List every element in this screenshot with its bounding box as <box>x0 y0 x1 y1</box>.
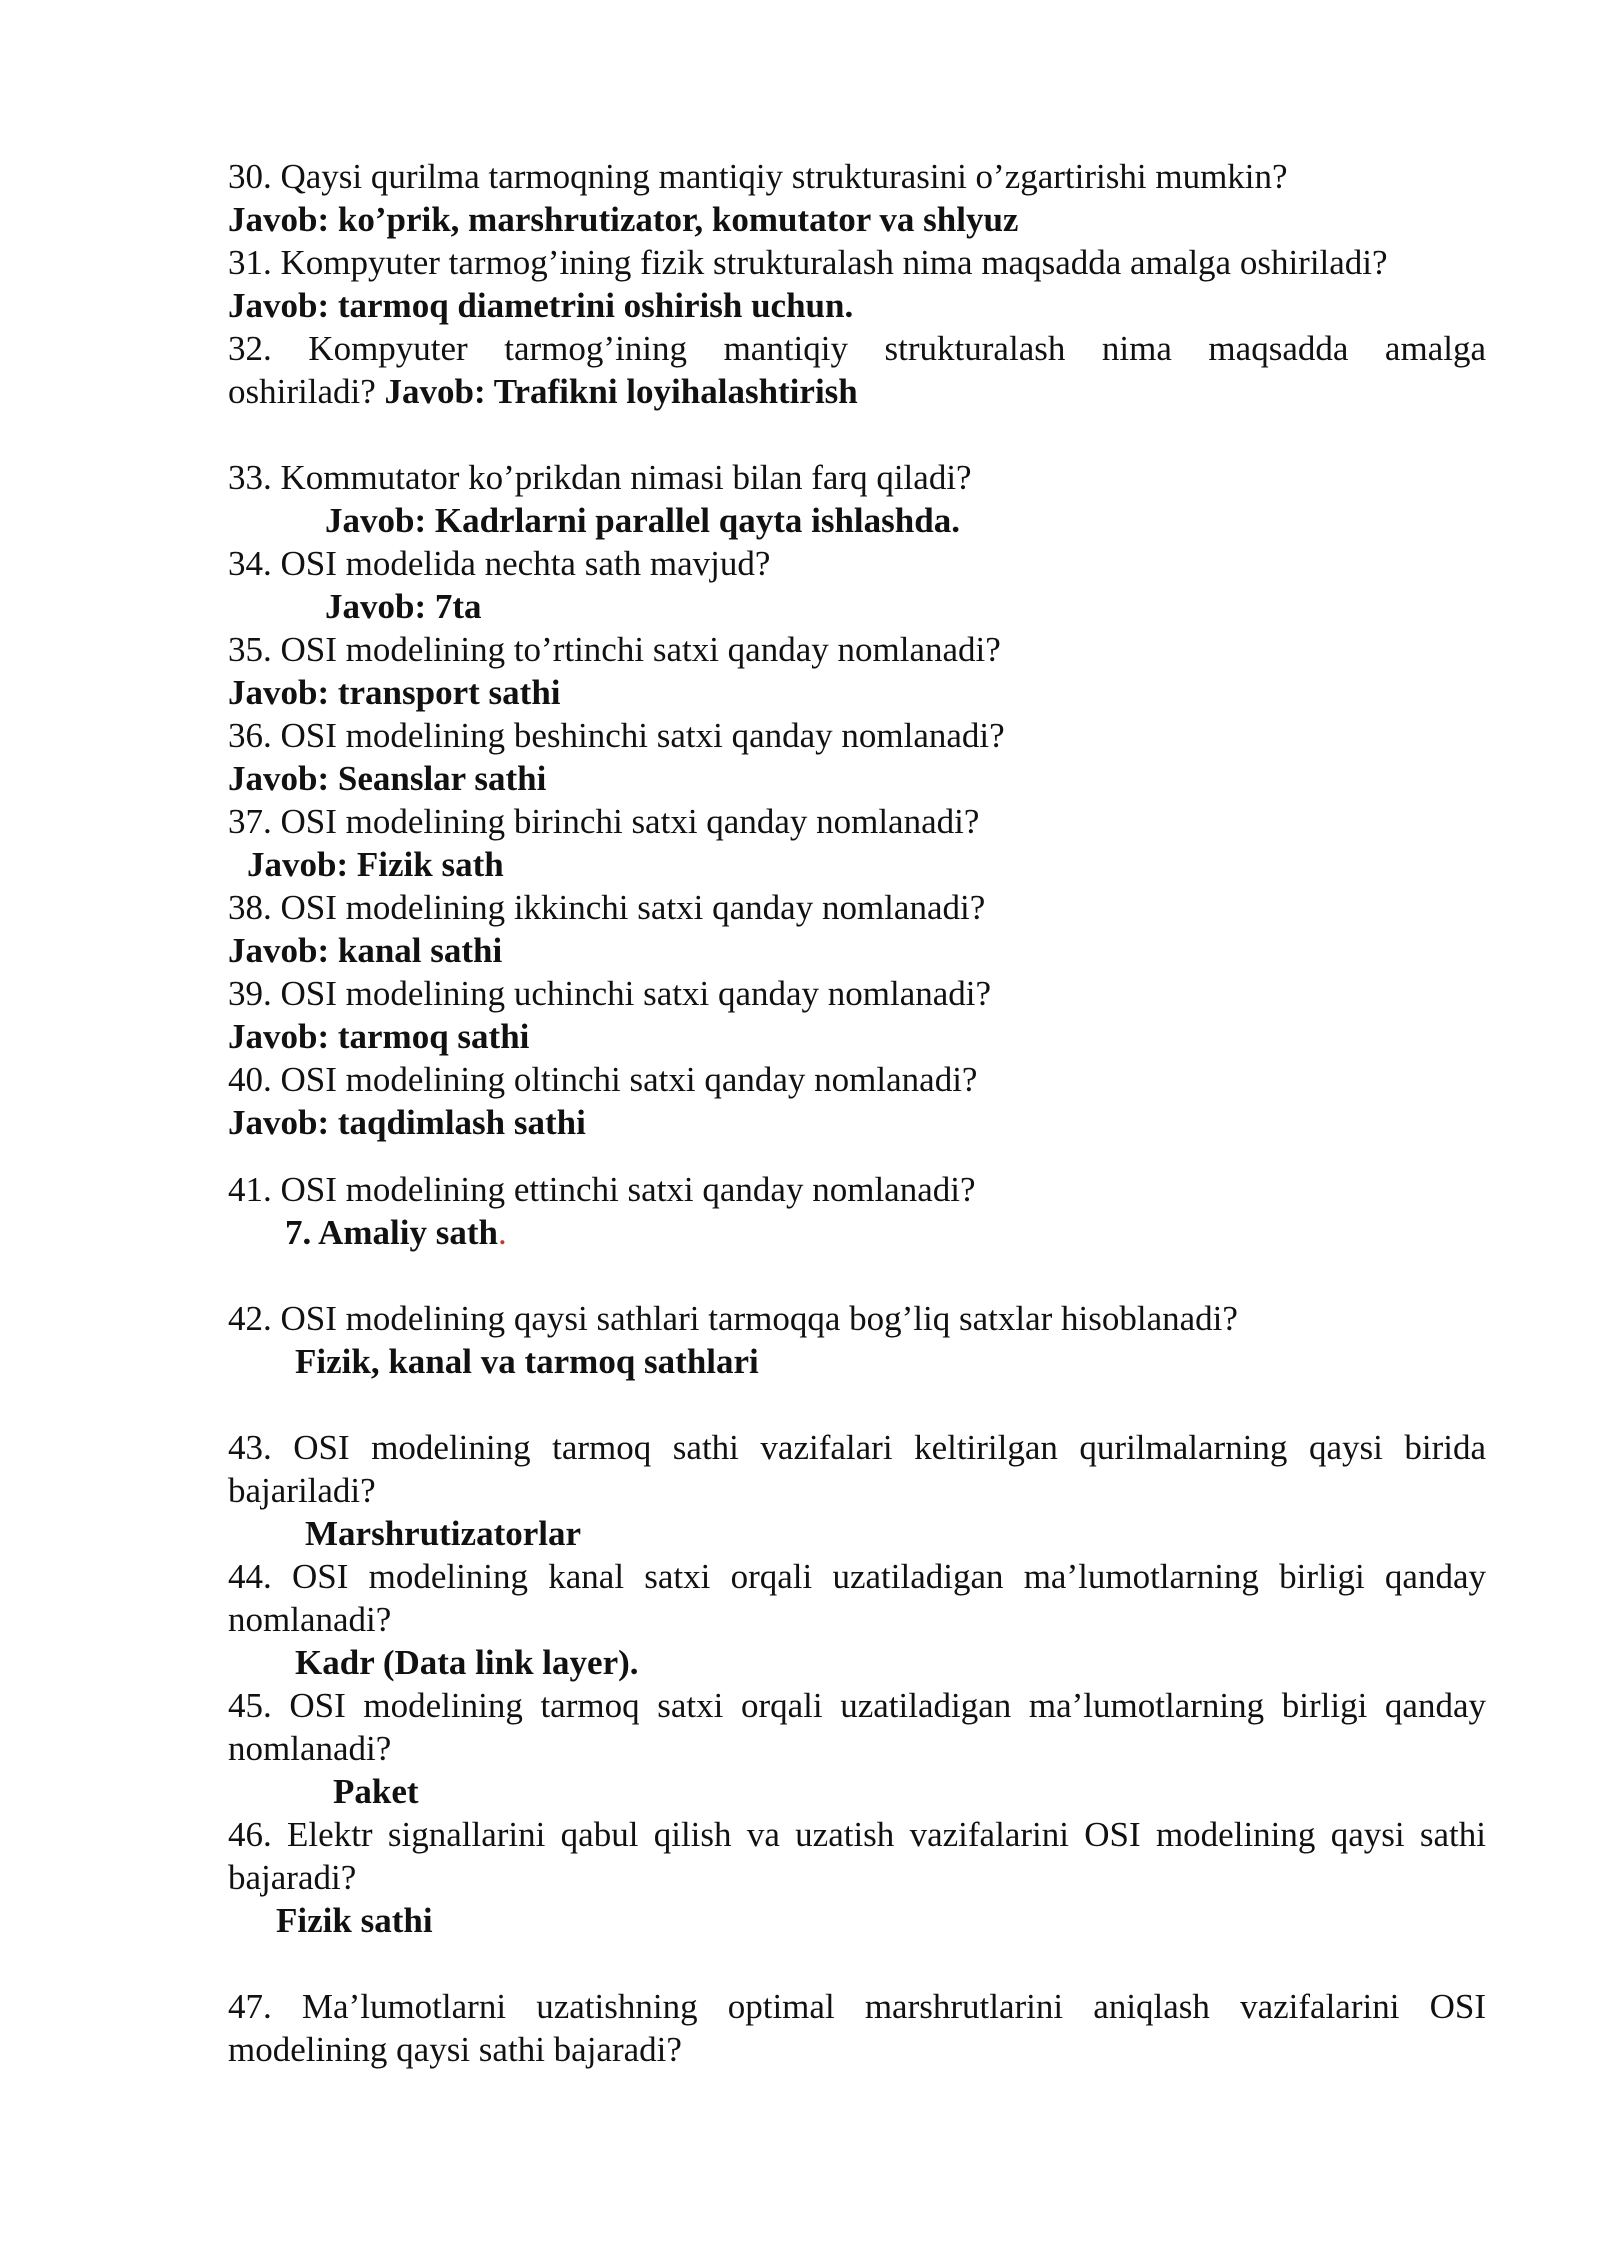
question-36: 36. OSI modelining beshinchi satxi qanday nomlanadi? <box>228 716 1005 755</box>
question-46-line2: bajaradi? <box>228 1858 357 1897</box>
question-44-line2: nomlanadi? <box>228 1600 392 1639</box>
answer-45: Paket <box>333 1772 419 1811</box>
question-30: 30. Qaysi qurilma tarmoqning mantiqiy strukturasini o’zgartirishi mumkin? <box>228 157 1288 196</box>
answer-43: Marshrutizatorlar <box>305 1514 582 1553</box>
answer-39: Javob: tarmoq sathi <box>228 1017 530 1056</box>
answer-33: Javob: Kadrlarni parallel qayta ishlashda. <box>325 501 960 540</box>
question-43-line2: bajariladi? <box>228 1471 376 1510</box>
question-40: 40. OSI modelining oltinchi satxi qanday nomlanadi? <box>228 1060 978 1099</box>
question-43-line1: 43. OSI modelining tarmoq sathi vazifalari keltirilgan qurilmalarning qaysi birida <box>228 1428 1486 1467</box>
answer-38: Javob: kanal sathi <box>228 931 503 970</box>
answer-41-dot: . <box>497 1213 507 1252</box>
answer-37: Javob: Fizik sath <box>247 845 504 884</box>
question-47-line2: modelining qaysi sathi bajaradi? <box>228 2030 682 2069</box>
answer-42: Fizik, kanal va tarmoq sathlari <box>295 1342 759 1381</box>
question-45-line2: nomlanadi? <box>228 1729 392 1768</box>
answer-36: Javob: Seanslar sathi <box>228 759 547 798</box>
answer-35: Javob: transport sathi <box>228 673 561 712</box>
question-46-line1: 46. Elektr signallarini qabul qilish va uzatish vazifalarini OSI modelining qaysi sathi <box>228 1815 1486 1854</box>
question-33: 33. Kommutator ko’prikdan nimasi bilan farq qiladi? <box>228 458 972 497</box>
answer-46: Fizik sathi <box>276 1901 433 1940</box>
answer-44: Kadr (Data link layer). <box>295 1643 639 1682</box>
question-41: 41. OSI modelining ettinchi satxi qanday nomlanadi? <box>228 1170 976 1209</box>
answer-30: Javob: ko’prik, marshrutizator, komutator va shlyuz <box>228 200 1019 239</box>
answer-31: Javob: tarmoq diametrini oshirish uchun. <box>228 286 854 325</box>
question-34: 34. OSI modelida nechta sath mavjud? <box>228 544 771 583</box>
answer-41: 7. Amaliy sath <box>285 1213 498 1252</box>
question-37: 37. OSI modelining birinchi satxi qanday nomlanadi? <box>228 802 980 841</box>
answer-40: Javob: taqdimlash sathi <box>228 1103 586 1142</box>
question-42: 42. OSI modelining qaysi sathlari tarmoqqa bog’liq satxlar hisoblanadi? <box>228 1299 1238 1338</box>
question-44-line1: 44. OSI modelining kanal satxi orqali uzatiladigan ma’lumotlarning birligi qanday <box>228 1557 1486 1596</box>
answer-34: Javob: 7ta <box>325 587 482 626</box>
question-35: 35. OSI modelining to’rtinchi satxi qanday nomlanadi? <box>228 630 1001 669</box>
question-32-line2 <box>228 370 1486 413</box>
question-45-line1: 45. OSI modelining tarmoq satxi orqali uzatiladigan ma’lumotlarning birligi qanday <box>228 1686 1486 1725</box>
question-38: 38. OSI modelining ikkinchi satxi qanday nomlanadi? <box>228 888 986 927</box>
question-32-line1: 32. Kompyuter tarmog’ining mantiqiy strukturalash nima maqsadda amalga <box>228 329 1486 368</box>
question-31: 31. Kompyuter tarmog’ining fizik strukturalash nima maqsadda amalga oshiriladi? <box>228 243 1388 282</box>
question-32-end: oshiriladi? <box>228 372 376 411</box>
question-47-line1: 47. Ma’lumotlarni uzatishning optimal marshrutlarini aniqlash vazifalarini OSI <box>228 1987 1486 2026</box>
answer-32: Javob: Trafikni loyihalashtirish <box>384 372 858 411</box>
question-39: 39. OSI modelining uchinchi satxi qanday nomlanadi? <box>228 974 992 1013</box>
answer-41-line <box>285 1211 1485 1254</box>
